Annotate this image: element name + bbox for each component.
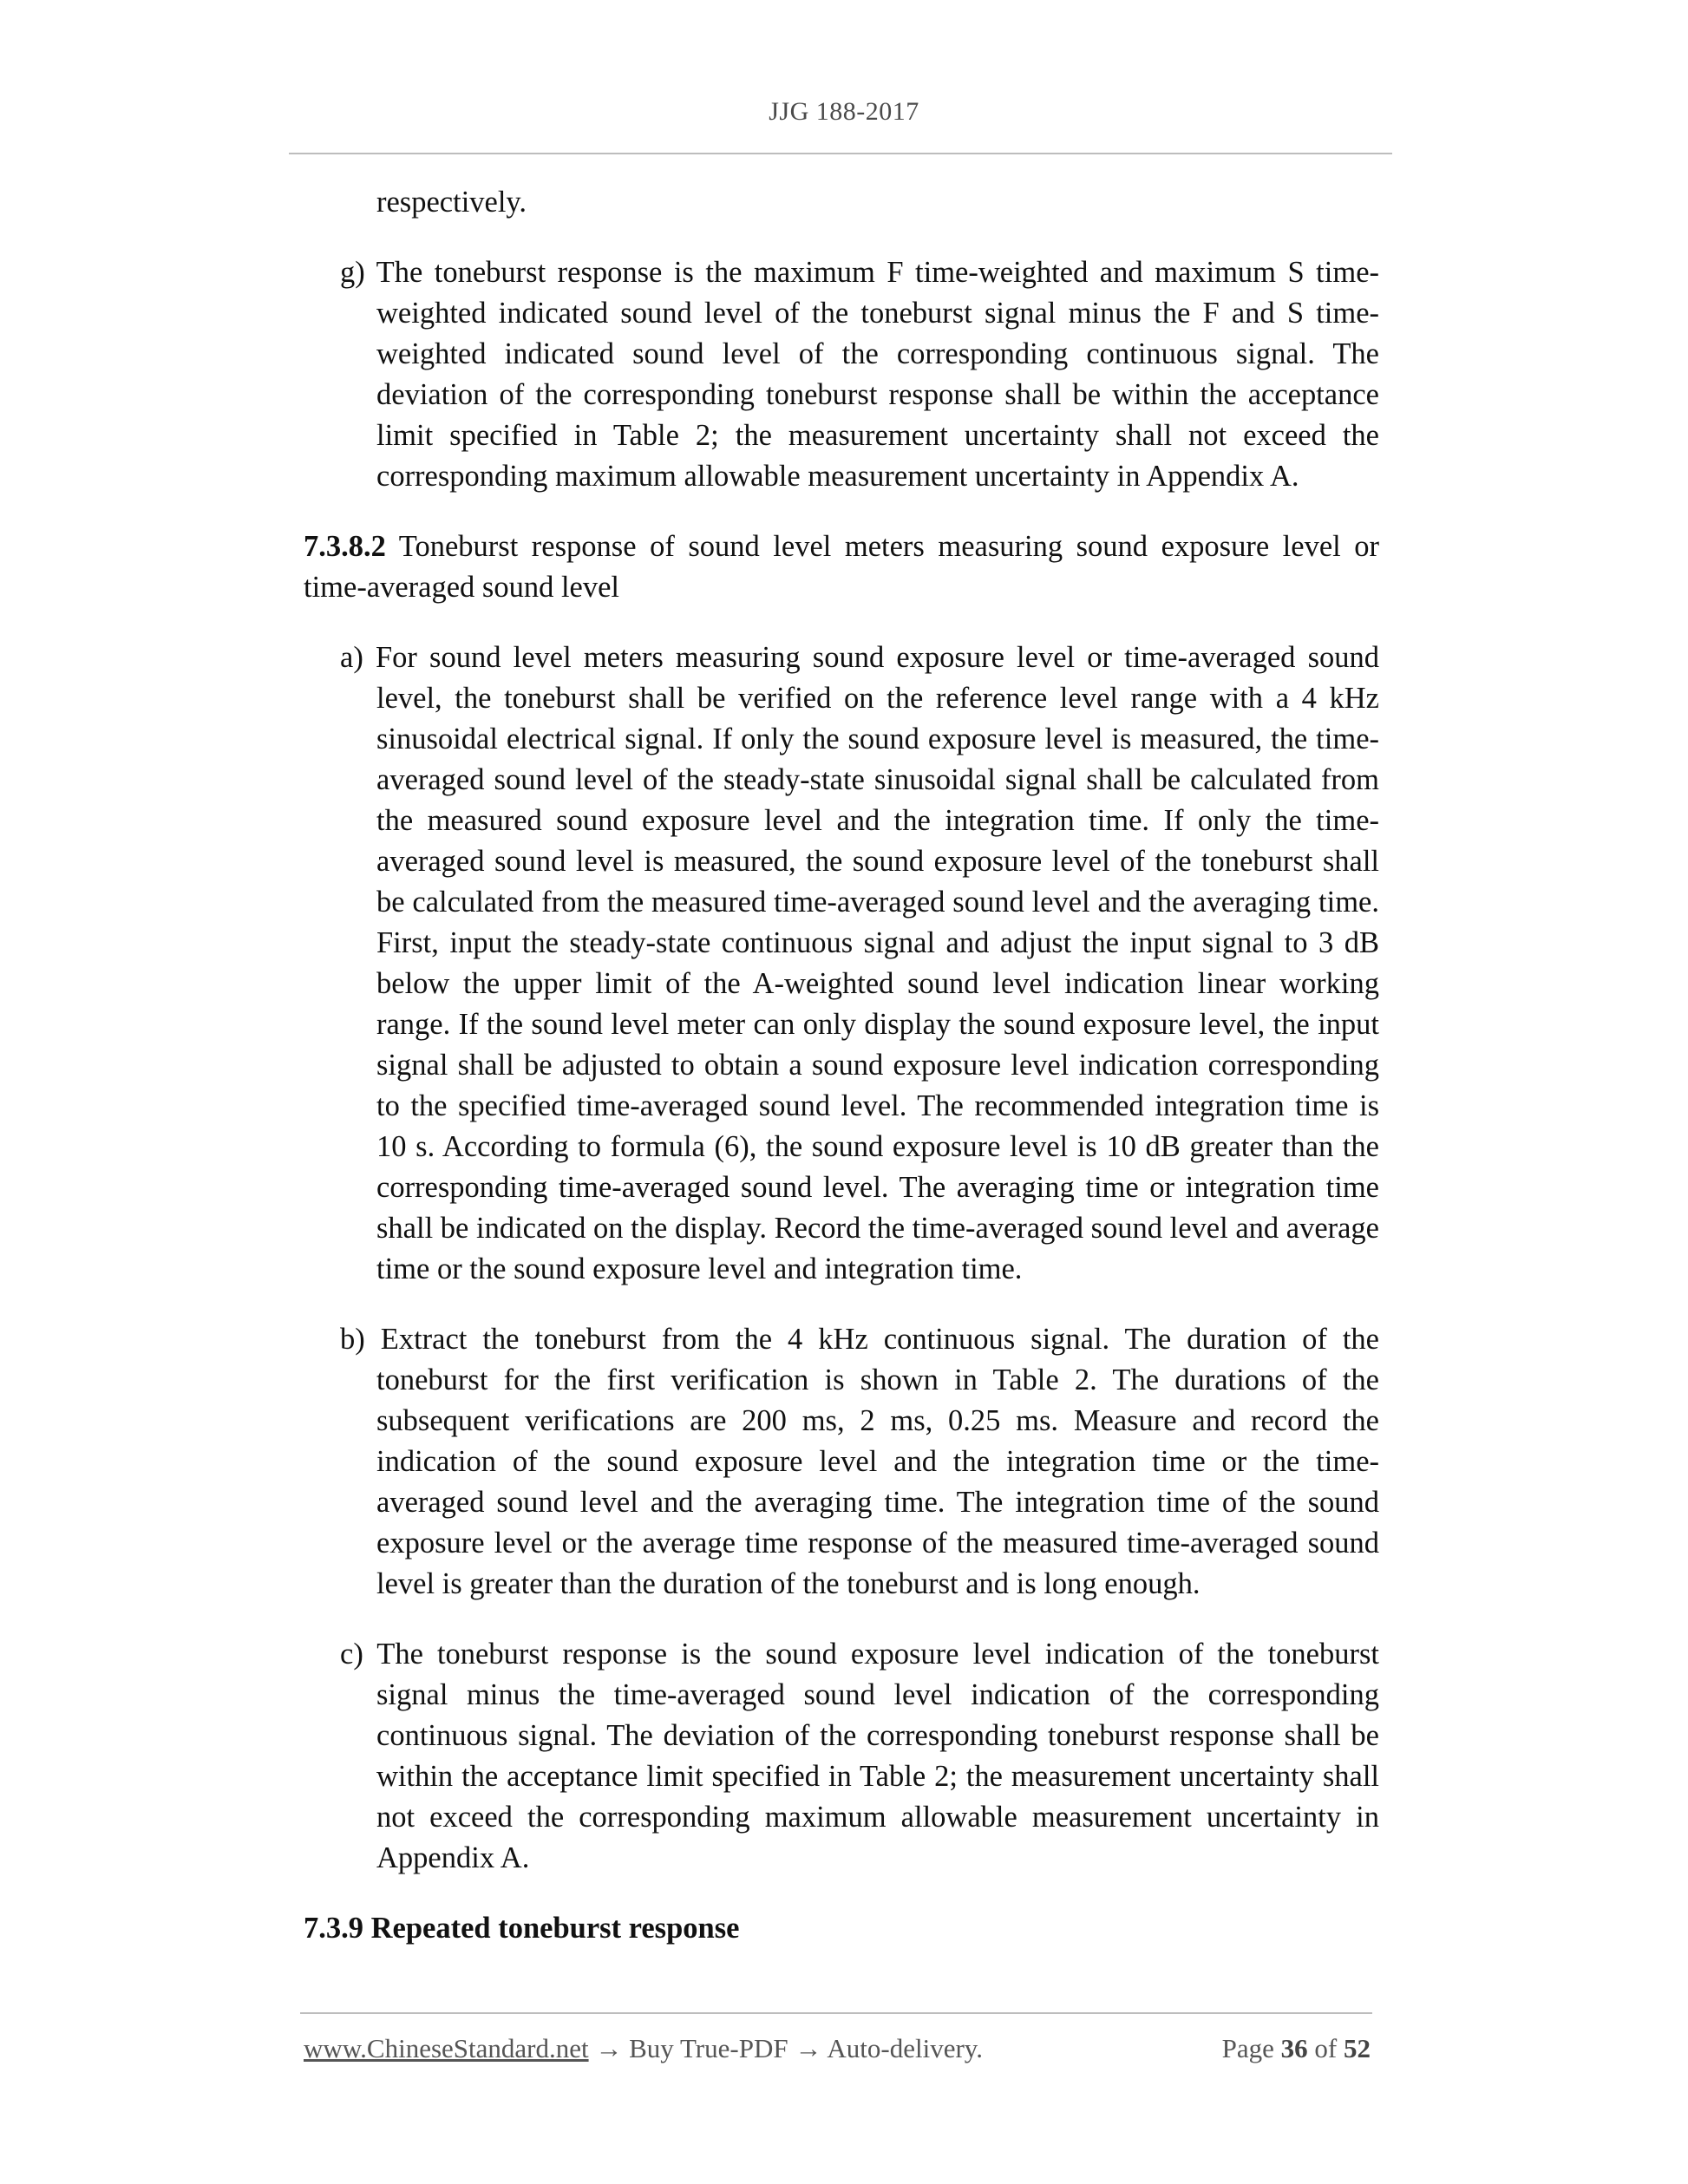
page-footer bbox=[304, 2033, 1371, 2064]
clause-text: Toneburst response of sound level meters measuring sound exposure level or time-averaged sound level bbox=[304, 530, 1379, 604]
of-label: of bbox=[1314, 2033, 1338, 2063]
document-body bbox=[304, 182, 1379, 1949]
list-item-c bbox=[304, 1634, 1379, 1879]
list-item-label: c) bbox=[340, 1638, 363, 1671]
header-divider bbox=[289, 153, 1392, 154]
total-pages: 52 bbox=[1344, 2033, 1371, 2063]
arrow-right-icon: → bbox=[795, 2033, 822, 2063]
delivery-text: Auto-delivery. bbox=[827, 2033, 984, 2063]
list-item-label: b) bbox=[340, 1323, 365, 1356]
page-number: 36 bbox=[1280, 2033, 1308, 2063]
list-item-text: For sound level meters measuring sound exposure level or time-averaged sound level, the toneburst shall be verified on the reference level range with a 4 kHz sinusoidal electrical signal. If only the sound exposure level is measured, the time-averaged sound level of the steady-state sinusoidal signal shall be calculated from the measured sound exposure level and the integration time. If only the time-averaged sound level is measured, the sound exposure level of the toneburst shall be calculated from the measured time-averaged sound level and the averaging time. First, input the steady-state continuous signal and adjust the input signal to 3 dB below the upper limit of the A-weighted sound level indication linear working range. If the sound level meter can only display the sound exposure level, the input signal shall be adjusted to obtain a sound exposure level indication corresponding to the specified time-averaged sound level. The recommended integration time is 10 s. According to formula (6), the sound exposure level is 10 dB greater than the corresponding time-averaged sound level. The averaging time or integration time shall be indicated on the display. Record the time-averaged sound level and average time or the sound exposure level and integration time. bbox=[375, 641, 1380, 1285]
page-header: JJG 188-2017 bbox=[769, 97, 919, 126]
list-item-text: The toneburst response is the sound exposure level indication of the toneburst signal minus the time-averaged sound level indication of the corresponding continuous signal. The deviation of the corresponding toneburst response shall be within the acceptance limit specified in Table 2; the measurement uncertainty shall not exceed the corresponding maximum allowable measurement uncertainty in Appendix A. bbox=[376, 1638, 1379, 1874]
list-item-g bbox=[304, 252, 1379, 497]
arrow-right-icon: → bbox=[595, 2033, 623, 2063]
section-heading-7-3-9: 7.3.9 Repeated toneburst response bbox=[304, 1912, 740, 1945]
page-indicator bbox=[1222, 2033, 1371, 2064]
site-link[interactable]: www.ChineseStandard.net bbox=[304, 2033, 589, 2063]
list-item-label: a) bbox=[340, 641, 363, 674]
list-item-text: Extract the toneburst from the 4 kHz continuous signal. The duration of the toneburst for the first verification is shown in Table 2. The durations of the subsequent verifications are 200 ms, 2 ms, 0.25 ms. Measure and record the indication of the sound exposure level and the integration time or the time-averaged sound level and the averaging time. The integration time of the sound exposure level or the average time response of the measured time-averaged sound level is greater than the duration of the toneburst and is long enough. bbox=[376, 1323, 1379, 1600]
buy-text: Buy True-PDF bbox=[629, 2033, 788, 2063]
list-item-text: The toneburst response is the maximum F time-weighted and maximum S time-weighted indicated sound level of the toneburst signal minus the F and S time-weighted indicated sound level of the corresponding continuous signal. The deviation of the corresponding toneburst response shall be within the acceptance limit specified in Table 2; the measurement uncertainty shall not exceed the corresponding maximum allowable measurement uncertainty in Appendix A. bbox=[376, 256, 1379, 493]
clause-number: 7.3.8.2 bbox=[304, 530, 386, 563]
footer-divider bbox=[300, 2012, 1372, 2014]
list-item-b bbox=[304, 1319, 1379, 1605]
clause-7-3-8-2 bbox=[304, 526, 1379, 608]
page-label: Page bbox=[1221, 2033, 1274, 2063]
footer-promo bbox=[304, 2033, 983, 2064]
continuation-text: respectively. bbox=[376, 186, 527, 219]
list-item-label: g) bbox=[340, 256, 365, 289]
list-item-a bbox=[304, 638, 1379, 1290]
